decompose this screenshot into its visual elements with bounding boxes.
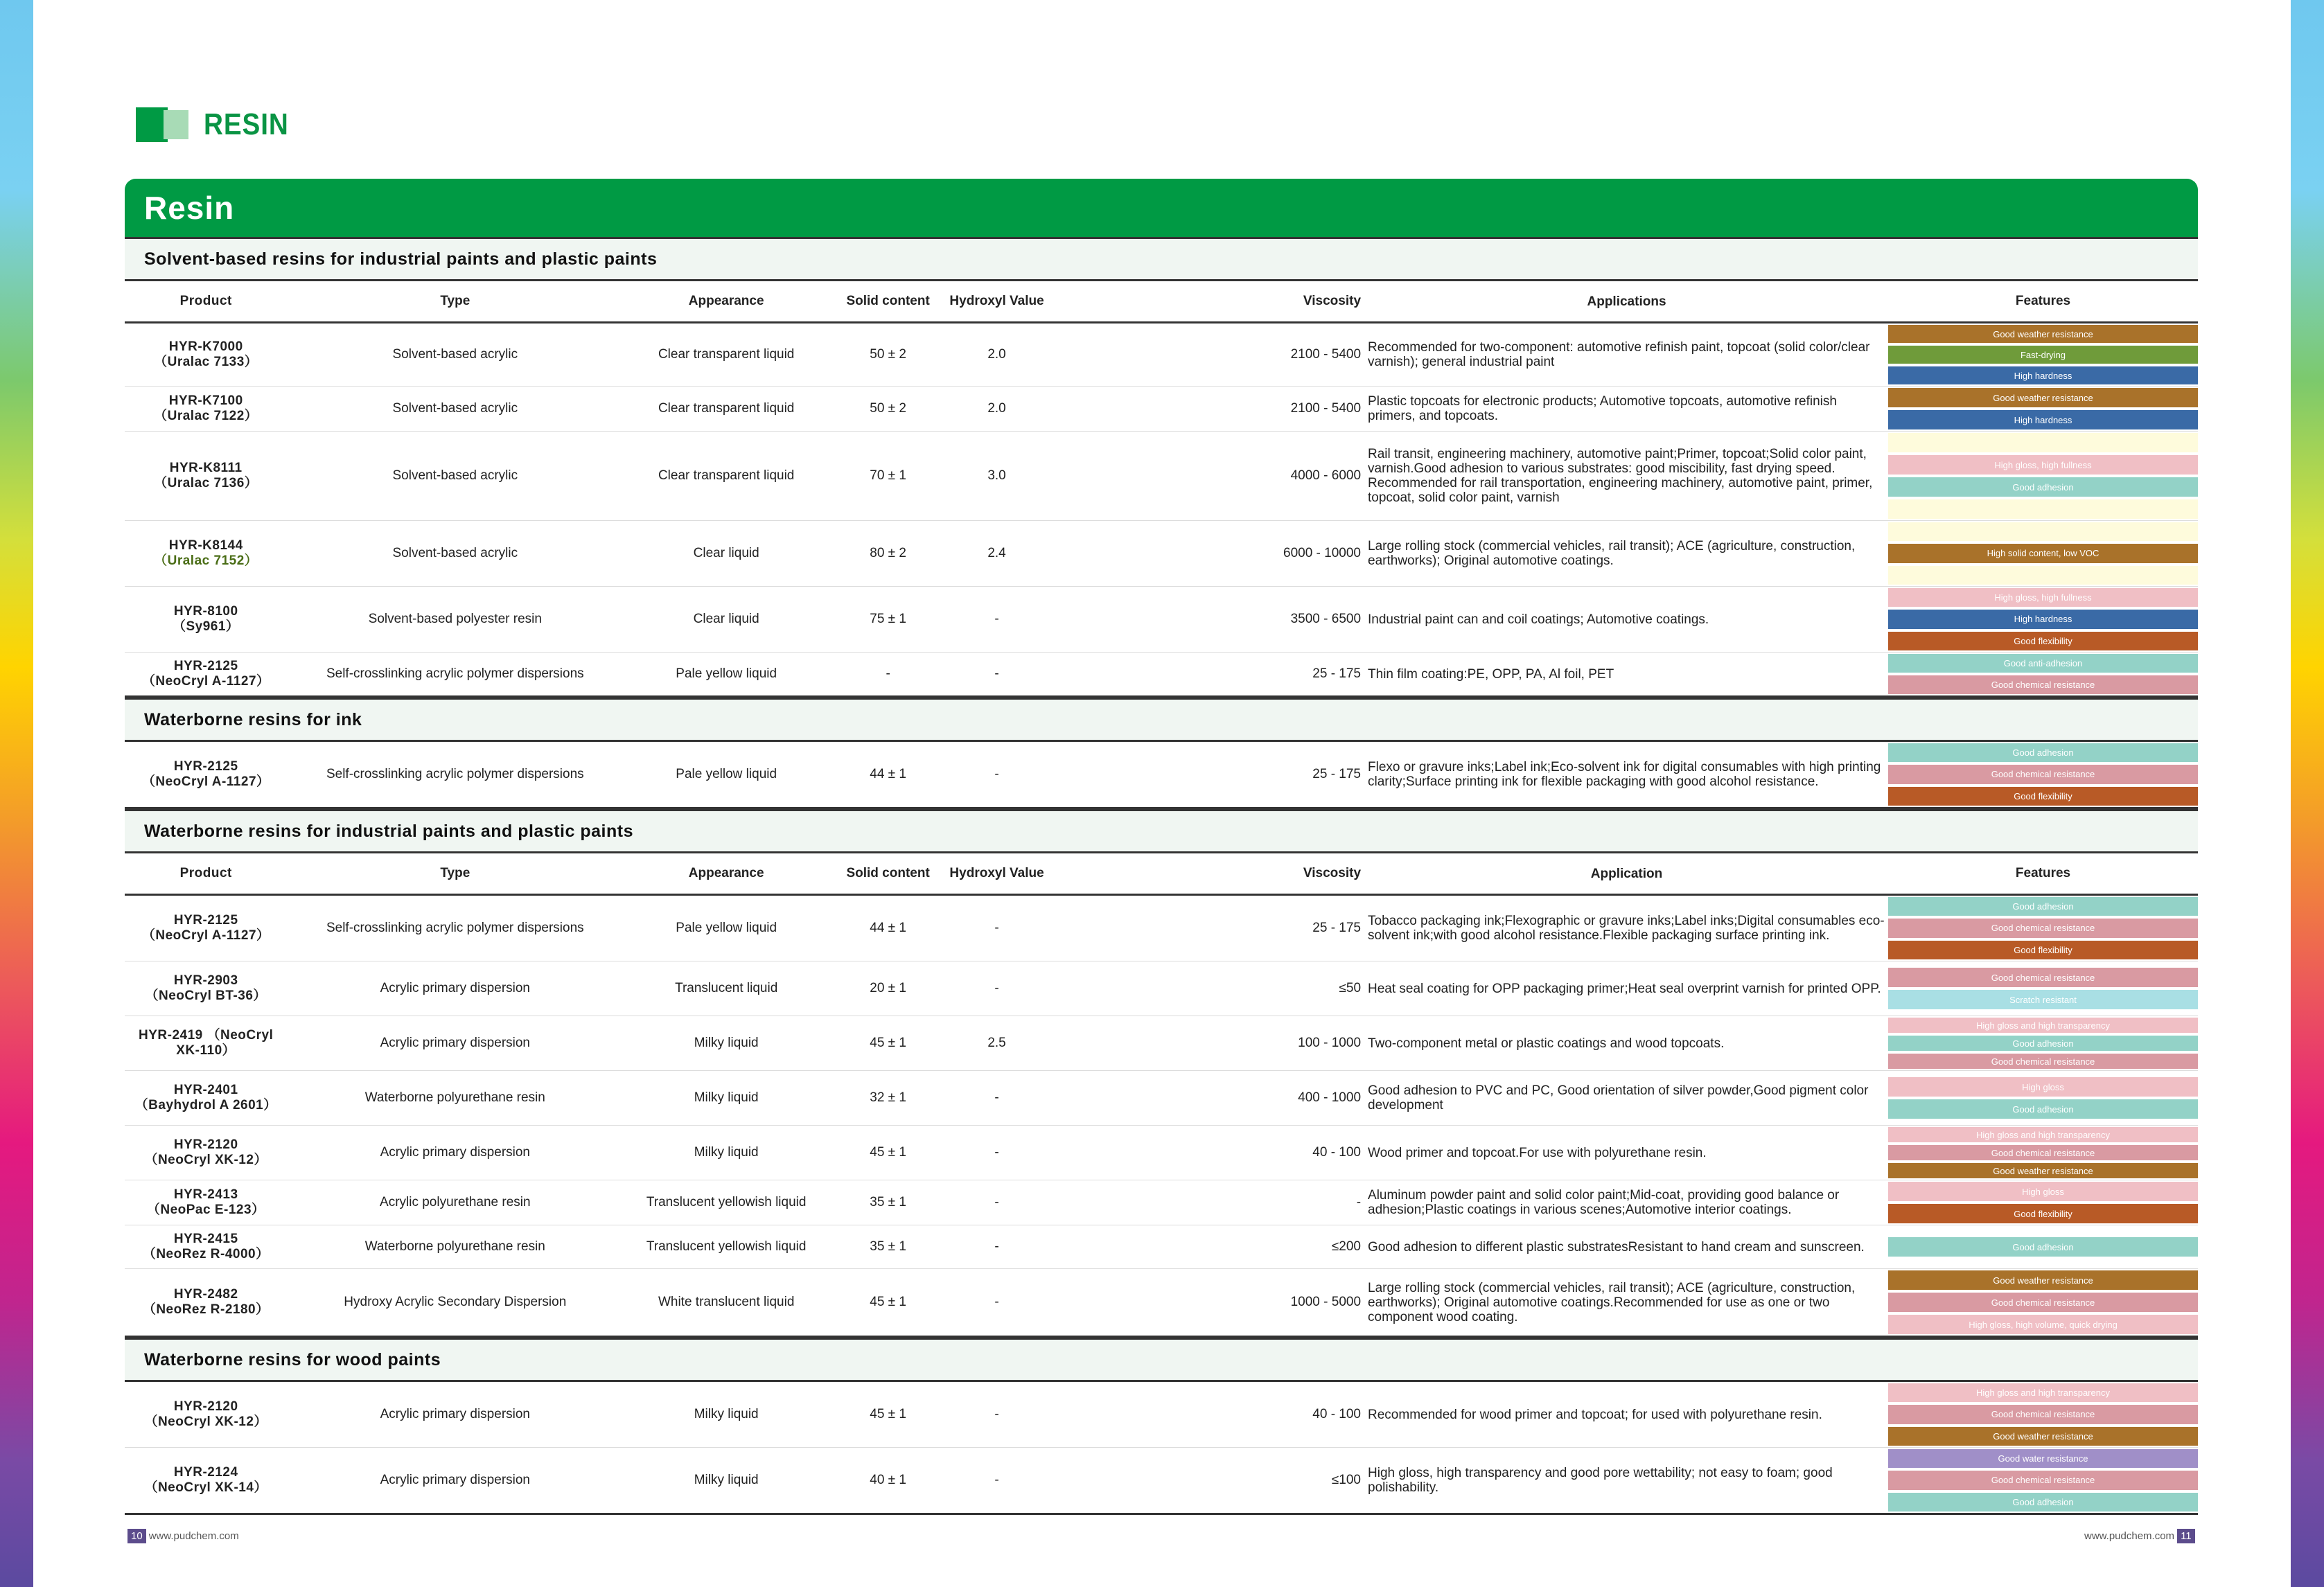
right-rainbow-stripe <box>2291 0 2324 1587</box>
product-cell <box>125 913 287 943</box>
feature-badge: Good weather resistance <box>1888 1163 2198 1178</box>
applications-cell: Large rolling stock (commercial vehicles, rail transit); ACE (agriculture, construction, earthworks); Original automotive coatings.Recommended for use as one or two component wood coating. <box>1368 1280 1856 1324</box>
features-cell <box>1888 587 2198 652</box>
hydroxyl-value-cell: - <box>994 1145 999 1160</box>
feature-spacer <box>1888 499 2198 519</box>
type-cell: Hydroxy Acrylic Secondary Dispersion <box>344 1295 567 1309</box>
viscosity-cell: 40 - 100 <box>1312 1145 1362 1160</box>
product-reference: （NeoCryl XK-12） <box>144 1153 267 1167</box>
table-row <box>125 653 2198 698</box>
viscosity-cell: 1000 - 5000 <box>1290 1295 1362 1309</box>
section-title: Solvent-based resins for industrial paints and plastic paints <box>125 237 2198 281</box>
feature-badge: High gloss and high transparency <box>1888 1127 2198 1142</box>
product-cell <box>125 1232 287 1262</box>
features-cell <box>1888 961 2198 1016</box>
type-cell: Acrylic primary dispersion <box>380 1145 531 1160</box>
product-name: HYR-2125 <box>173 759 238 774</box>
hydroxyl-value-cell: - <box>994 1239 999 1254</box>
applications-cell: Aluminum powder paint and solid color paint;Mid-coat, providing good balance or adhesion;Plastic coatings in various scenes;Automotive interior coatings. <box>1368 1188 1840 1217</box>
product-reference: （Uralac 7122） <box>154 409 258 423</box>
section-title: Waterborne resins for wood paints <box>125 1338 2198 1382</box>
applications-cell: Wood primer and topcoat.For use with polyurethane resin. <box>1368 1145 1707 1160</box>
feature-badge: Good adhesion <box>1888 1036 2198 1051</box>
solid-content-cell: 70 ± 1 <box>870 468 906 483</box>
applications-cell: Recommended for two-component: automotive refinish paint, topcoat (solid color/clear varnish); general industrial paint <box>1368 340 1870 369</box>
footer-right <box>2084 1529 2198 1543</box>
feature-badge: Good chemical resistance <box>1888 1145 2198 1160</box>
section-title: Waterborne resins for industrial paints and plastic paints <box>125 809 2198 853</box>
hydroxyl-value-cell: - <box>994 767 999 781</box>
applications-cell: High gloss, high transparency and good pore wettability; not easy to foam; good polishability. <box>1368 1466 1833 1495</box>
column-header-viscosity: Viscosity <box>1303 866 1362 880</box>
type-cell: Acrylic polyurethane resin <box>380 1195 531 1209</box>
product-name: HYR-2125 <box>173 913 238 928</box>
applications-cell: Plastic topcoats for electronic products; Automotive topcoats, automotive refinish primers, and topcoats. <box>1368 394 1837 423</box>
table-row <box>125 521 2198 587</box>
table-row <box>125 1269 2198 1338</box>
viscosity-cell: 2100 - 5400 <box>1290 347 1362 362</box>
appearance-cell: Translucent liquid <box>675 981 778 995</box>
footer-left <box>125 1529 239 1543</box>
feature-badge: Good flexibility <box>1888 787 2198 806</box>
table-header-row <box>125 281 2198 323</box>
product-cell <box>125 659 287 689</box>
viscosity-cell: ≤50 <box>1339 981 1362 995</box>
page-header <box>136 104 300 145</box>
product-reference: （NeoCryl XK-12） <box>144 1415 267 1429</box>
product-name: HYR-2125 <box>173 659 238 673</box>
product-reference: （Uralac 7136） <box>154 476 258 490</box>
feature-badge: Good chemical resistance <box>1888 1054 2198 1069</box>
product-reference: （Uralac 7133） <box>154 355 258 369</box>
table-row <box>125 387 2198 432</box>
column-header-appearance: Appearance <box>688 294 764 308</box>
viscosity-cell: - <box>1356 1195 1362 1209</box>
applications-cell: Rail transit, engineering machinery, automotive paint;Primer, topcoat;Solid color paint, varnish.Good adhesion to various substrates: good miscibility, fast drying speed. Recommended for rail transportation, engineering machinery, automotive paint, primer, topcoat, solid color paint, varnish <box>1368 447 1873 505</box>
applications-cell: Recommended for wood primer and topcoat; for used with polyurethane resin. <box>1368 1407 1822 1422</box>
hydroxyl-value-cell: - <box>994 1195 999 1209</box>
table-row <box>125 961 2198 1016</box>
section-title: Waterborne resins for ink <box>125 698 2198 742</box>
appearance-cell: Pale yellow liquid <box>676 767 777 781</box>
product-name: HYR-2124 <box>173 1465 238 1480</box>
appearance-cell: Translucent yellowish liquid <box>646 1239 807 1254</box>
product-cell <box>125 1028 287 1058</box>
feature-badge: High hardness <box>1888 610 2198 628</box>
applications-cell: Two-component metal or plastic coatings and wood topcoats. <box>1368 1036 1725 1051</box>
product-name: HYR-K8144 <box>168 538 243 553</box>
appearance-cell: Clear transparent liquid <box>658 468 795 483</box>
table-row <box>125 432 2198 521</box>
type-cell: Acrylic primary dispersion <box>380 1407 531 1421</box>
column-header-applications: Applications <box>1587 294 1666 309</box>
feature-badge: Good adhesion <box>1888 1099 2198 1119</box>
column-header-applications: Application <box>1590 866 1663 881</box>
solid-content-cell: 75 ± 1 <box>870 612 906 626</box>
product-reference: XK-110） <box>176 1043 236 1058</box>
applications-cell: Thin film coating:PE, OPP, PA, Al foil, PET <box>1368 666 1614 682</box>
hydroxyl-value-cell: - <box>994 1090 999 1105</box>
applications-cell: Tobacco packaging ink;Flexographic or gravure inks;Label inks;Digital consumables eco-solvent ink;with good alcohol resistance.Flexible packaging surface printing ink. <box>1368 914 1885 943</box>
features-cell <box>1888 1180 2198 1225</box>
feature-badge: Good chemical resistance <box>1888 968 2198 987</box>
feature-badge: Good chemical resistance <box>1888 675 2198 694</box>
feature-badge: Good weather resistance <box>1888 325 2198 343</box>
column-header-type: Type <box>440 866 470 880</box>
viscosity-cell: 3500 - 6500 <box>1290 612 1362 626</box>
viscosity-cell: 100 - 1000 <box>1298 1036 1362 1050</box>
applications-cell: Flexo or gravure inks;Label ink;Eco-solvent ink for digital consumables with high printing clarity;Surface printing ink for flexible packaging with good alcohol resistance. <box>1368 760 1881 789</box>
features-cell <box>1888 896 2198 961</box>
column-header-solid: Solid content <box>846 866 930 880</box>
applications-cell: Industrial paint can and coil coatings; Automotive coatings. <box>1368 612 1709 627</box>
viscosity-cell: 400 - 1000 <box>1298 1090 1362 1105</box>
feature-spacer <box>1888 433 2198 452</box>
feature-badge: High gloss and high transparency <box>1888 1383 2198 1402</box>
feature-badge: Good weather resistance <box>1888 1270 2198 1290</box>
features-cell <box>1888 1126 2198 1180</box>
table-row <box>125 1071 2198 1126</box>
type-cell: Solvent-based acrylic <box>392 401 518 416</box>
product-name: HYR-2413 <box>173 1187 238 1202</box>
appearance-cell: Pale yellow liquid <box>676 666 777 681</box>
table-row <box>125 1126 2198 1180</box>
feature-badge: Good weather resistance <box>1888 388 2198 407</box>
feature-badge: High gloss <box>1888 1182 2198 1201</box>
feature-badge: Good water resistance <box>1888 1449 2198 1468</box>
product-reference: （NeoCryl BT-36） <box>145 988 267 1003</box>
column-header-features: Features <box>2015 866 2071 880</box>
footer-url-left[interactable]: www.pudchem.com <box>148 1530 239 1542</box>
product-reference: （NeoCryl A-1127） <box>141 774 270 789</box>
type-cell: Solvent-based acrylic <box>392 468 518 483</box>
product-name: HYR-K7000 <box>168 339 243 354</box>
solid-content-cell: - <box>886 666 890 681</box>
hydroxyl-value-cell: - <box>994 921 999 935</box>
product-name: HYR-2903 <box>173 973 238 988</box>
viscosity-cell: 25 - 175 <box>1312 767 1362 781</box>
viscosity-cell: ≤100 <box>1331 1473 1362 1487</box>
appearance-cell: Milky liquid <box>694 1145 759 1160</box>
hydroxyl-value-cell: - <box>994 612 999 626</box>
appearance-cell: Milky liquid <box>694 1407 759 1421</box>
feature-badge: Good anti-adhesion <box>1888 654 2198 673</box>
feature-badge: Good adhesion <box>1888 897 2198 916</box>
type-cell: Waterborne polyurethane resin <box>364 1239 545 1254</box>
appearance-cell: Clear liquid <box>693 612 759 626</box>
type-cell: Self-crosslinking acrylic polymer dispersions <box>326 921 584 935</box>
feature-badge: High gloss, high fullness <box>1888 455 2198 475</box>
table-row <box>125 323 2198 387</box>
feature-badge: High hardness <box>1888 366 2198 384</box>
viscosity-cell: 6000 - 10000 <box>1283 546 1362 560</box>
feature-badge: Good adhesion <box>1888 1493 2198 1511</box>
feature-badge: High hardness <box>1888 410 2198 429</box>
feature-badge: Good flexibility <box>1888 632 2198 650</box>
viscosity-cell: 40 - 100 <box>1312 1407 1362 1421</box>
feature-badge: High gloss and high transparency <box>1888 1018 2198 1033</box>
appearance-cell: Milky liquid <box>694 1090 759 1105</box>
features-cell <box>1888 1071 2198 1125</box>
product-cell <box>125 393 287 424</box>
hydroxyl-value-cell: - <box>994 1295 999 1309</box>
column-header-product: Product <box>179 866 232 880</box>
type-cell: Acrylic primary dispersion <box>380 981 531 995</box>
feature-badge: Good chemical resistance <box>1888 1293 2198 1312</box>
product-name: HYR-K7100 <box>168 393 243 408</box>
solid-content-cell: 45 ± 1 <box>870 1407 906 1421</box>
column-header-type: Type <box>440 294 470 308</box>
hydroxyl-value-cell: 3.0 <box>987 468 1006 483</box>
product-name: HYR-2419 （NeoCryl <box>139 1028 274 1043</box>
product-cell <box>125 1083 287 1113</box>
solid-content-cell: 40 ± 1 <box>870 1473 906 1487</box>
feature-spacer <box>1888 566 2198 585</box>
solid-content-cell: 50 ± 2 <box>870 347 906 362</box>
type-cell: Solvent-based acrylic <box>392 347 518 362</box>
solid-content-cell: 35 ± 1 <box>870 1239 906 1254</box>
column-header-hydroxyl: Hydroxyl Value <box>949 866 1044 880</box>
feature-badge: High gloss <box>1888 1077 2198 1097</box>
appearance-cell: Milky liquid <box>694 1036 759 1050</box>
feature-badge: Good adhesion <box>1888 1237 2198 1257</box>
column-header-product: Product <box>179 294 232 308</box>
features-cell <box>1888 653 2198 695</box>
features-cell <box>1888 1448 2198 1513</box>
type-cell: Solvent-based polyester resin <box>368 612 542 626</box>
feature-badge: High gloss, high volume, quick drying <box>1888 1315 2198 1334</box>
feature-badge: Good flexibility <box>1888 1204 2198 1223</box>
product-name: HYR-8100 <box>173 604 238 619</box>
feature-badge: Good adhesion <box>1888 477 2198 497</box>
page-number-right: 11 <box>2177 1529 2195 1543</box>
appearance-cell: Clear transparent liquid <box>658 347 795 362</box>
left-rainbow-stripe <box>0 0 33 1587</box>
viscosity-cell: ≤200 <box>1331 1239 1362 1254</box>
hydroxyl-value-cell: - <box>994 1473 999 1487</box>
type-cell: Acrylic primary dispersion <box>380 1473 531 1487</box>
product-cell <box>125 1187 287 1218</box>
product-name: HYR-2415 <box>173 1232 238 1246</box>
solid-content-cell: 50 ± 2 <box>870 401 906 416</box>
footer-url-right[interactable]: www.pudchem.com <box>2084 1530 2175 1542</box>
feature-badge: Good adhesion <box>1888 743 2198 762</box>
hydroxyl-value-cell: 2.5 <box>987 1036 1006 1050</box>
product-cell <box>125 759 287 790</box>
hydroxyl-value-cell: 2.0 <box>987 347 1006 362</box>
feature-badge: Good chemical resistance <box>1888 1471 2198 1489</box>
product-reference: （NeoRez R-4000） <box>142 1247 270 1261</box>
product-reference: （NeoPac E-123） <box>146 1203 265 1217</box>
viscosity-cell: 4000 - 6000 <box>1290 468 1362 483</box>
column-header-solid: Solid content <box>846 294 930 308</box>
product-cell <box>125 973 287 1004</box>
product-name: HYR-2120 <box>173 1399 238 1414</box>
product-reference: （NeoCryl A-1127） <box>141 674 270 689</box>
hydroxyl-value-cell: 2.4 <box>987 546 1006 560</box>
appearance-cell: White translucent liquid <box>658 1295 795 1309</box>
hydroxyl-value-cell: - <box>994 981 999 995</box>
product-reference: （NeoCryl A-1127） <box>141 928 270 943</box>
product-reference: （Sy961） <box>172 619 240 634</box>
features-cell <box>1888 1225 2198 1268</box>
product-cell <box>125 1399 287 1430</box>
product-cell <box>125 1137 287 1168</box>
feature-badge: Good chemical resistance <box>1888 919 2198 937</box>
product-cell <box>125 538 287 569</box>
viscosity-cell: 25 - 175 <box>1312 666 1362 681</box>
product-cell <box>125 461 287 491</box>
solid-content-cell: 32 ± 1 <box>870 1090 906 1105</box>
type-cell: Solvent-based acrylic <box>392 546 518 560</box>
column-header-viscosity: Viscosity <box>1303 294 1362 308</box>
hydroxyl-value-cell: - <box>994 666 999 681</box>
solid-content-cell: 80 ± 2 <box>870 546 906 560</box>
feature-badge: High gloss, high fullness <box>1888 588 2198 607</box>
features-cell <box>1888 1382 2198 1447</box>
product-cell <box>125 1287 287 1318</box>
features-cell <box>1888 1269 2198 1336</box>
solid-content-cell: 45 ± 1 <box>870 1145 906 1160</box>
table-row <box>125 1180 2198 1225</box>
product-cell <box>125 1465 287 1496</box>
appearance-cell: Clear liquid <box>693 546 759 560</box>
table-row <box>125 1225 2198 1269</box>
product-reference: （NeoCryl XK-14） <box>144 1480 267 1495</box>
appearance-cell: Pale yellow liquid <box>676 921 777 935</box>
type-cell: Self-crosslinking acrylic polymer dispersions <box>326 666 584 681</box>
type-cell: Waterborne polyurethane resin <box>364 1090 545 1105</box>
solid-content-cell: 35 ± 1 <box>870 1195 906 1209</box>
feature-badge: Good chemical resistance <box>1888 765 2198 783</box>
type-cell: Acrylic primary dispersion <box>380 1036 531 1050</box>
applications-cell: Good adhesion to different plastic substratesResistant to hand cream and sunscreen. <box>1368 1239 1865 1254</box>
appearance-cell: Clear transparent liquid <box>658 401 795 416</box>
applications-cell: Good adhesion to PVC and PC, Good orientation of silver powder,Good pigment color development <box>1368 1083 1869 1112</box>
type-cell: Self-crosslinking acrylic polymer dispersions <box>326 767 584 781</box>
product-cell <box>125 339 287 370</box>
product-name: HYR-2120 <box>173 1137 238 1152</box>
solid-content-cell: 44 ± 1 <box>870 921 906 935</box>
table-header-row <box>125 853 2198 896</box>
product-reference: （NeoRez R-2180） <box>142 1302 270 1317</box>
table-row <box>125 1382 2198 1448</box>
feature-badge: Good flexibility <box>1888 941 2198 959</box>
features-cell <box>1888 387 2198 431</box>
solid-content-cell: 20 ± 1 <box>870 981 906 995</box>
feature-badge: Good chemical resistance <box>1888 1405 2198 1424</box>
column-header-features: Features <box>2015 294 2071 308</box>
product-name: HYR-K8111 <box>169 461 243 475</box>
product-name: HYR-2482 <box>173 1287 238 1302</box>
table-row <box>125 1016 2198 1071</box>
product-reference: （Uralac 7152） <box>154 553 258 568</box>
table-row <box>125 742 2198 809</box>
column-header-appearance: Appearance <box>688 866 764 880</box>
book-icon <box>136 107 190 142</box>
product-cell <box>125 604 287 635</box>
appearance-cell: Milky liquid <box>694 1473 759 1487</box>
viscosity-cell: 2100 - 5400 <box>1290 401 1362 416</box>
hydroxyl-value-cell: - <box>994 1407 999 1421</box>
feature-badge: Scratch resistant <box>1888 990 2198 1009</box>
hydroxyl-value-cell: 2.0 <box>987 401 1006 416</box>
features-cell <box>1888 521 2198 586</box>
feature-badge: High solid content, low VOC <box>1888 544 2198 562</box>
solid-content-cell: 44 ± 1 <box>870 767 906 781</box>
features-cell <box>1888 1016 2198 1070</box>
features-cell <box>1888 432 2198 520</box>
page-number-left: 10 <box>127 1529 146 1543</box>
resin-table <box>125 179 2198 1515</box>
table-row <box>125 896 2198 961</box>
table-row <box>125 587 2198 653</box>
product-name: HYR-2401 <box>173 1083 238 1097</box>
feature-badge: Good weather resistance <box>1888 1427 2198 1446</box>
features-cell <box>1888 323 2198 386</box>
appearance-cell: Translucent yellowish liquid <box>646 1195 807 1209</box>
viscosity-cell: 25 - 175 <box>1312 921 1362 935</box>
page-title: RESIN <box>204 107 289 141</box>
feature-badge: Fast-drying <box>1888 346 2198 364</box>
feature-spacer <box>1888 522 2198 541</box>
applications-cell: Large rolling stock (commercial vehicles, rail transit); ACE (agriculture, construction, earthworks); Original automotive coatings. <box>1368 539 1856 568</box>
table-row <box>125 1448 2198 1515</box>
product-reference: （Bayhydrol A 2601） <box>134 1098 277 1112</box>
column-header-hydroxyl: Hydroxyl Value <box>949 294 1044 308</box>
features-cell <box>1888 742 2198 807</box>
banner-title: Resin <box>125 179 2198 237</box>
solid-content-cell: 45 ± 1 <box>870 1036 906 1050</box>
solid-content-cell: 45 ± 1 <box>870 1295 906 1309</box>
applications-cell: Heat seal coating for OPP packaging primer;Heat seal overprint varnish for printed OPP. <box>1368 981 1881 996</box>
